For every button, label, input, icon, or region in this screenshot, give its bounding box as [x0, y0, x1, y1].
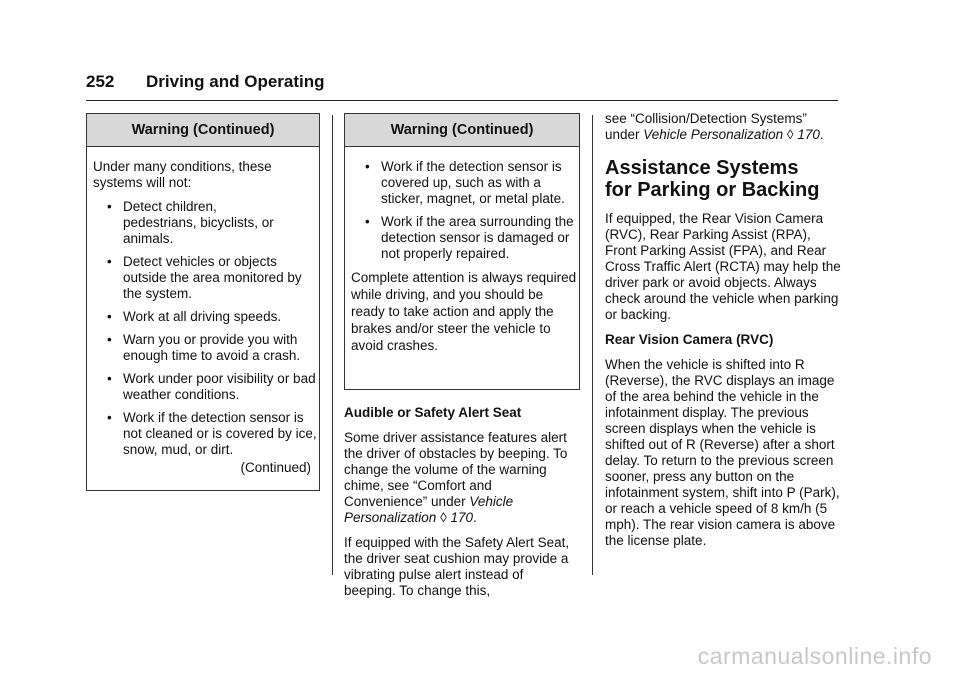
watermark: carmanualsonline.info	[697, 643, 932, 669]
ref-page-number[interactable]: 170	[450, 510, 474, 525]
ref-symbol-icon: ◊	[786, 127, 794, 142]
list-item: • Detect vehicles or objects outside the area monitored by the system.	[107, 254, 302, 301]
list-item: • Warn you or provide you with enough time to avoid a crash.	[107, 332, 301, 363]
safety-alert-paragraph-2: If equipped with the Safety Alert Seat, the driver seat cushion may provide a vibrating pulse alert instead of beeping. To change this,	[344, 535, 570, 598]
warning-intro: Under many conditions, these systems will not:	[93, 159, 272, 190]
list-item: • Detect children, pedestrians, bicyclists, or animals.	[107, 199, 274, 246]
parking-intro-paragraph: If equipped, the Rear Vision Camera (RVC), Rear Parking Assist (RPA), Front Parking Assist (FPA), and Rear Cross Traffic Alert (RCTA) may help the driver park or avoid objects. Always check around the vehicle when parking or backing.	[605, 211, 841, 322]
column-3-text	[605, 111, 841, 556]
warning-box-2	[344, 113, 580, 390]
safety-alert-paragraph-1: Some driver assistance features alert the driver of obstacles by beeping. To change the volume of the warning chime, see “Comfort and Convenience” under Vehicle Personalization ◊ 170.	[344, 430, 568, 525]
warning-box-1	[86, 113, 320, 491]
page-number: 252	[86, 72, 115, 91]
continued-label: (Continued)	[240, 460, 311, 475]
warning-paragraph: Complete attention is always required while driving, and you should be ready to take action and apply the brakes and/or steer the vehicle to avoid crashes.	[351, 270, 577, 353]
rvc-subheading: Rear Vision Camera (RVC)	[605, 332, 774, 347]
collision-ref-paragraph: see “Collision/Detection Systems” under Vehicle Personalization ◊ 170.	[605, 111, 824, 142]
list-item: • Work at all driving speeds.	[107, 309, 282, 324]
ref-page-number-2[interactable]: 170	[797, 127, 820, 142]
section-title: Driving and Operating	[146, 72, 325, 91]
warning-title-1: Warning (Continued)	[87, 114, 319, 147]
page-header	[86, 72, 838, 101]
list-item: • Work if the detection sensor is not cleaned or is covered by ice, snow, mud, or dirt.	[107, 410, 317, 457]
list-item: • Work if the area surrounding the detection sensor is damaged or not properly repaired.	[365, 214, 574, 261]
column-divider-2	[592, 115, 593, 575]
ref-symbol-icon: ◊	[440, 510, 447, 525]
column-2-text	[344, 405, 576, 606]
ref-link-vehicle-personalization-2[interactable]: Vehicle Personalization	[643, 127, 784, 142]
column-divider-1	[332, 115, 333, 575]
warning-title-2: Warning (Continued)	[345, 114, 579, 147]
parking-section-heading: Assistance Systems for Parking or Backing	[605, 157, 820, 201]
list-item: • Work if the detection sensor is covered up, such as with a sticker, magnet, or metal plate.	[365, 159, 565, 206]
ref-link-vehicle-personalization[interactable]: Vehicle Personalization	[344, 494, 514, 525]
safety-alert-heading: Audible or Safety Alert Seat	[344, 405, 522, 420]
rvc-paragraph: When the vehicle is shifted into R (Reverse), the RVC displays an image of the area behind the vehicle in the infotainment display. The previous screen displays when the vehicle is shifted out of R (Reverse) after a short delay. To return to the previous screen sooner, press any button on the infotainment system, shift into P (Park), or reach a vehicle speed of 8 km/h (5 mph). The rear vision camera is above the license plate.	[605, 357, 840, 548]
list-item: • Work under poor visibility or bad weather conditions.	[107, 371, 316, 402]
